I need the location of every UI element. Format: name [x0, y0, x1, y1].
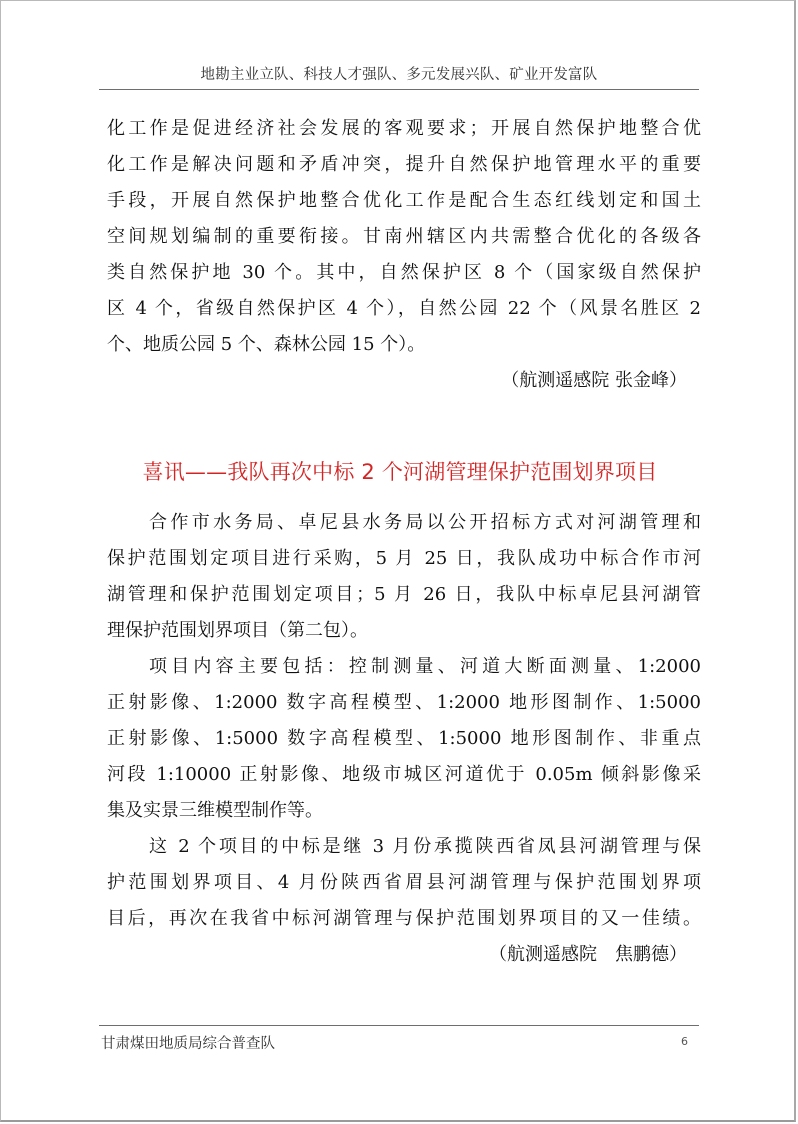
text-line: 正射影像、1:5000 数字高程模型、1:5000 地形图制作、非重点 — [107, 728, 701, 749]
text-line: 集及实景三维模型制作等。 — [107, 800, 323, 821]
text-line: 理保护范围划界项目（第二包）。 — [107, 620, 368, 641]
page-number: 6 — [681, 1035, 688, 1048]
text-line: 项目内容主要包括：控制测量、河道大断面测量、1:2000 — [149, 656, 701, 677]
article-title: 喜讯——我队再次中标 2 个河湖管理保护范围划界项目 — [142, 460, 658, 484]
text-line: 化工作是解决问题和矛盾冲突，提升自然保护地管理水平的重要 — [107, 154, 701, 175]
article-credit: （航测遥感院 张金峰） — [501, 370, 687, 391]
text-line: 手段，开展自然保护地整合优化工作是配合生态红线划定和国土 — [107, 190, 701, 211]
article-body — [107, 505, 701, 973]
text-line: 这 2 个项目的中标是继 3 月份承揽陕西省凤县河湖管理与保 — [149, 836, 701, 857]
text-line: 区 4 个，省级自然保护区 4 个），自然公园 22 个（风景名胜区 2 — [107, 298, 701, 319]
text-line: 湖管理和保护范围划定项目；5 月 26 日，我队中标卓尼县河湖管 — [107, 584, 701, 605]
header-divider — [99, 89, 699, 90]
article-credit: （航测遥感院 焦鹏德） — [489, 944, 687, 965]
article-continuation — [107, 111, 701, 399]
text-line: 合作市水务局、卓尼县水务局以公开招标方式对河湖管理和 — [149, 512, 701, 533]
page-header: 地勘主业立队、科技人才强队、多元发展兴队、矿业开发富队 — [200, 67, 598, 83]
footer-organization: 甘肃煤田地质局综合普查队 — [101, 1036, 275, 1052]
footer-divider — [99, 1025, 699, 1026]
text-line: 保护范围划定项目进行采购，5 月 25 日，我队成功中标合作市河 — [107, 548, 701, 569]
text-line: 目后，再次在我省中标河湖管理与保护范围划界项目的又一佳绩。 — [107, 908, 701, 929]
text-line: 类自然保护地 30 个。其中，自然保护区 8 个（国家级自然保护 — [107, 262, 701, 283]
text-line: 河段 1:10000 正射影像、地级市城区河道优于 0.05m 倾斜影像采 — [107, 764, 701, 785]
text-line: 化工作是促进经济社会发展的客观要求；开展自然保护地整合优 — [107, 118, 701, 139]
text-line: 护范围划界项目、4 月份陕西省眉县河湖管理与保护范围划界项 — [107, 872, 701, 893]
text-line: 正射影像、1:2000 数字高程模型、1:2000 地形图制作、1:5000 — [107, 692, 701, 713]
text-line: 空间规划编制的重要衔接。甘南州辖区内共需整合优化的各级各 — [107, 226, 701, 247]
text-line: 个、地质公园 5 个、森林公园 15 个）。 — [107, 334, 426, 355]
